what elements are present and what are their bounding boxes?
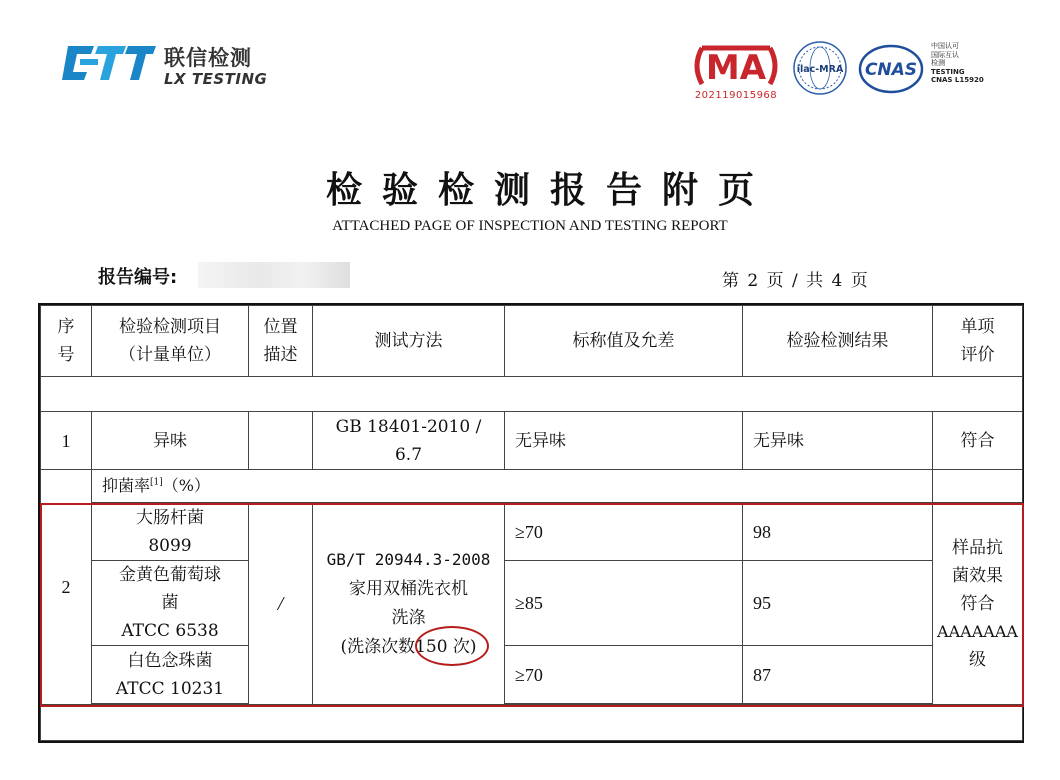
row1-nominal: 无异味 <box>505 412 743 470</box>
report-number-label: 报告编号: <box>98 267 178 288</box>
row1-evaluation: 符合 <box>933 412 1023 470</box>
row1-method: GB 18401-2010 / 6.7 <box>313 412 505 470</box>
svg-text:MA: MA <box>705 48 767 88</box>
row2-method: GB/T 20944.3-2008 家用双桶洗衣机 洗涤 (洗涤次数150 次) <box>313 503 505 705</box>
row2-seq: 2 <box>41 470 92 705</box>
report-title-en: ATTACHED PAGE OF INSPECTION AND TESTING REPORT <box>332 218 728 234</box>
row2-group-label: 抑菌率[1]（%） <box>92 470 933 503</box>
cnas-caption-line: TESTING <box>931 67 965 76</box>
row1-seq: 1 <box>41 412 92 470</box>
header-nominal: 标称值及允差 <box>505 306 743 377</box>
cma-icon <box>688 42 784 90</box>
cnas-caption-line: 检测 <box>931 59 945 68</box>
row2-position: / <box>249 503 313 705</box>
cma-certification-mark <box>688 42 784 104</box>
subrow-nominal: ≥70 <box>505 646 743 704</box>
header-item: 检验检测项目 （计量单位） <box>92 306 249 377</box>
subrow-item: 白色念珠菌 ATCC 10231 <box>92 646 249 704</box>
cnas-caption-line: 中国认可 <box>931 42 959 50</box>
subrow-nominal: ≥85 <box>505 561 743 646</box>
subrow-nominal: ≥70 <box>505 503 743 561</box>
spacer-cell <box>41 377 1023 412</box>
company-name-cn: 联信检测 <box>164 46 252 70</box>
subrow-result: 95 <box>743 561 933 646</box>
subrow-result: 98 <box>743 503 933 561</box>
header-evaluation: 单项 评价 <box>933 306 1023 377</box>
table-header-row <box>41 306 1023 377</box>
header-position: 位置 描述 <box>249 306 313 377</box>
cma-number: 202119015968 <box>694 90 778 101</box>
table-bottom-row <box>41 705 1023 741</box>
row2-group-eval-empty <box>933 470 1023 503</box>
cnas-caption-line: CNAS L15920 <box>931 76 984 85</box>
cnas-caption <box>931 42 991 85</box>
ilac-mra-mark <box>792 40 848 96</box>
cnas-mark <box>858 44 924 94</box>
table-row <box>41 412 1023 470</box>
table-row <box>41 503 1023 561</box>
report-number-redacted <box>198 262 350 288</box>
bottom-empty-cell <box>41 705 1023 741</box>
table-row <box>41 561 1023 646</box>
row2-evaluation: 样品抗 菌效果 符合 AAAAAAA 级 <box>933 503 1023 705</box>
cnas-icon <box>858 44 924 94</box>
table-row <box>41 470 1023 503</box>
report-table <box>38 303 1024 743</box>
table-spacer-row <box>41 377 1023 412</box>
svg-text:CNAS: CNAS <box>864 60 918 80</box>
row1-item: 异味 <box>92 412 249 470</box>
svg-text:ilac-MRA: ilac-MRA <box>796 64 844 75</box>
cnas-caption-line: 国际互认 <box>931 50 959 59</box>
subrow-item: 大肠杆菌 8099 <box>92 503 249 561</box>
lx-logo-mark-icon <box>60 44 158 88</box>
table-row <box>41 646 1023 704</box>
company-name-en: LX TESTING <box>164 70 268 88</box>
page-indicator: 第 2 页 / 共 4 页 <box>722 271 868 291</box>
subrow-item: 金黄色葡萄球 菌 ATCC 6538 <box>92 561 249 646</box>
subrow-result: 87 <box>743 646 933 704</box>
row1-result: 无异味 <box>743 412 933 470</box>
company-logo <box>60 40 290 92</box>
row1-position <box>249 412 313 470</box>
header-result: 检验检测结果 <box>743 306 933 377</box>
header-method: 测试方法 <box>313 306 505 377</box>
results-table <box>40 305 1023 741</box>
report-title-cn: 检验检测报告附页 <box>325 169 774 211</box>
header-seq: 序 号 <box>41 306 92 377</box>
ilac-globe-icon <box>792 40 848 96</box>
